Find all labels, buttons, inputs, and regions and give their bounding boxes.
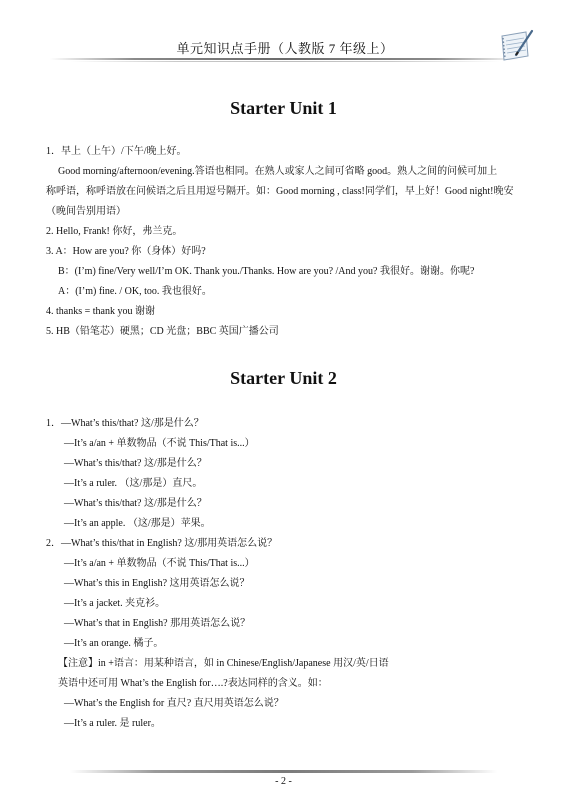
text-line: —It’s an apple. （这/那是）苹果。 — [64, 518, 211, 529]
text-line: 【注意】in +语言：用某种语言，如 in Chinese/English/Japanese 用汉/英/日语 — [58, 658, 389, 669]
header-title: 单元知识点手册（人教版 7 年级上） — [176, 41, 394, 56]
text-line: 3. A：How are you? 你（身体）好吗? — [46, 246, 206, 257]
text-line: 5. HB（铅笔芯）硬黑；CD 光盘；BBC 英国广播公司 — [46, 326, 279, 337]
section-title-starter-unit-1: Starter Unit 1 — [230, 98, 337, 118]
header-rule — [50, 58, 520, 60]
notebook-pen-icon — [496, 28, 536, 62]
text-line: （晚间告别用语） — [46, 206, 126, 217]
text-line: 称呼语，称呼语放在问候语之后且用逗号隔开。如：Good morning , class!同学们，早上好！Good night!晚安 — [46, 186, 514, 197]
section-body-starter-unit-2 — [46, 414, 536, 734]
text-line: —It’s a ruler. （这/那是）直尺。 — [64, 478, 203, 489]
section-title-starter-unit-2: Starter Unit 2 — [230, 368, 337, 388]
text-line: 2．—What’s this/that in English? 这/那用英语怎么说？ — [46, 538, 278, 549]
page-number: - 2 - — [275, 776, 292, 787]
page-header — [30, 30, 540, 60]
section-body-starter-unit-1 — [46, 142, 536, 342]
text-line: —It’s a ruler. 是 ruler。 — [64, 718, 161, 729]
text-line: Good morning/afternoon/evening.答语也相同。在熟人或家人之间可省略 good。熟人之间的问候可加上 — [58, 166, 498, 177]
text-line: 4. thanks = thank you 谢谢 — [46, 306, 155, 317]
footer-rule — [70, 770, 497, 773]
text-line: —What’s this/that? 这/那是什么？ — [64, 498, 207, 509]
text-line: —What’s this in English? 这用英语怎么说？ — [64, 578, 250, 589]
text-line: —It’s a/an + 单数物品（不说 This/That is...） — [64, 558, 255, 569]
header-rule-secondary — [70, 61, 500, 62]
text-line: B：(I’m) fine/Very well/I’m OK. Thank you./Thanks. How are you? /And you? 我很好。谢谢。你呢? — [58, 266, 475, 277]
text-line: A：(I’m) fine. / OK, too. 我也很好。 — [58, 286, 212, 297]
text-line: —What’s that in English? 那用英语怎么说？ — [64, 618, 251, 629]
text-line: —What’s the English for 直尺? 直尺用英语怎么说？ — [64, 698, 284, 709]
text-line: 2. Hello, Frank! 你好，弗兰克。 — [46, 226, 183, 237]
text-line: 英语中还可用 What’s the English for….?表达同样的含义。如： — [58, 678, 328, 689]
text-line: —It’s a/an + 单数物品（不说 This/That is...） — [64, 438, 255, 449]
text-line: —It’s a jacket. 夹克衫。 — [64, 598, 166, 609]
text-line: —What’s this/that? 这/那是什么？ — [64, 458, 207, 469]
text-line: —It’s an orange. 橘子。 — [64, 638, 164, 649]
text-line: 1．—What’s this/that? 这/那是什么？ — [46, 418, 204, 429]
text-line: 1．早上（上午）/下午/晚上好。 — [46, 146, 187, 157]
